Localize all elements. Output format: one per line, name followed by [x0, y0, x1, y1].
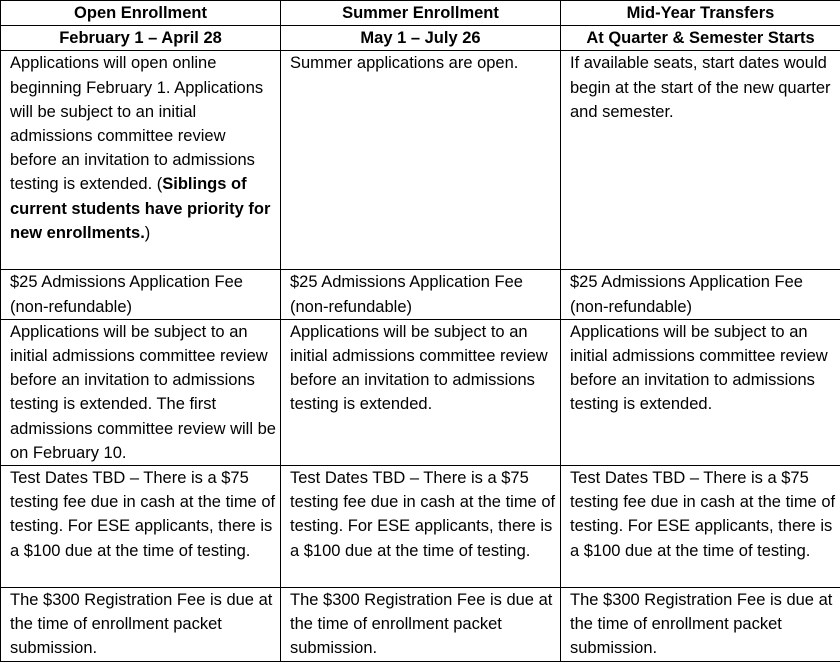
- testing-row: [1, 466, 840, 588]
- open-fee-cell: $25 Admissions Application Fee (non-refundable): [1, 270, 281, 319]
- header-dates-row: [1, 26, 840, 51]
- header-summer-enrollment: Summer Enrollment: [281, 1, 561, 26]
- midyear-fee-cell: $25 Admissions Application Fee (non-refundable): [561, 270, 840, 319]
- header-title-row: [1, 1, 840, 26]
- summer-testing-cell: Test Dates TBD – There is a $75 testing fee due in cash at the time of testing. For ESE applicants, there is a $100 due at the time of testing.: [281, 466, 561, 588]
- open-registration-cell: The $300 Registration Fee is due at the time of enrollment packet submission.: [1, 588, 281, 662]
- open-applications-paren-close: ): [145, 224, 151, 242]
- applications-row: [1, 51, 840, 270]
- application-fee-row: [1, 270, 840, 319]
- committee-review-row: [1, 319, 840, 465]
- header-open-enrollment: Open Enrollment: [1, 1, 281, 26]
- sibling-priority-note: Siblings of current students have priority for new enrollments.: [10, 175, 270, 241]
- open-testing-cell: Test Dates TBD – There is a $75 testing fee due in cash at the time of testing. For ESE applicants, there is a $100 due at the time of testing.: [1, 466, 281, 588]
- open-applications-text: Applications will open online beginning February 1. Applications will be subject to an initial admissions committee review before an invitation to admissions testing is extended.: [10, 54, 263, 193]
- registration-fee-row: [1, 588, 840, 662]
- open-review-cell: Applications will be subject to an initial admissions committee review before an invitation to admissions testing is extended. The first admissions committee review will be on February 10.: [1, 319, 281, 465]
- summer-registration-cell: The $300 Registration Fee is due at the time of enrollment packet submission.: [281, 588, 561, 662]
- midyear-applications-cell: If available seats, start dates would begin at the start of the new quarter and semester.: [561, 51, 840, 270]
- mid-year-transfers-dates: At Quarter & Semester Starts: [561, 26, 840, 51]
- midyear-review-cell: Applications will be subject to an initial admissions committee review before an invitation to admissions testing is extended.: [561, 319, 840, 465]
- summer-review-cell: Applications will be subject to an initial admissions committee review before an invitation to admissions testing is extended.: [281, 319, 561, 465]
- open-applications-cell: [1, 51, 281, 270]
- summer-enrollment-dates: May 1 – July 26: [281, 26, 561, 51]
- summer-applications-cell: Summer applications are open.: [281, 51, 561, 270]
- midyear-registration-cell: The $300 Registration Fee is due at the time of enrollment packet submission.: [561, 588, 840, 662]
- header-mid-year-transfers: Mid-Year Transfers: [561, 1, 840, 26]
- midyear-testing-cell: Test Dates TBD – There is a $75 testing fee due in cash at the time of testing. For ESE applicants, there is a $100 due at the time of testing.: [561, 466, 840, 588]
- summer-fee-cell: $25 Admissions Application Fee (non-refundable): [281, 270, 561, 319]
- open-enrollment-dates: February 1 – April 28: [1, 26, 281, 51]
- open-applications-paren-open: (: [157, 175, 163, 193]
